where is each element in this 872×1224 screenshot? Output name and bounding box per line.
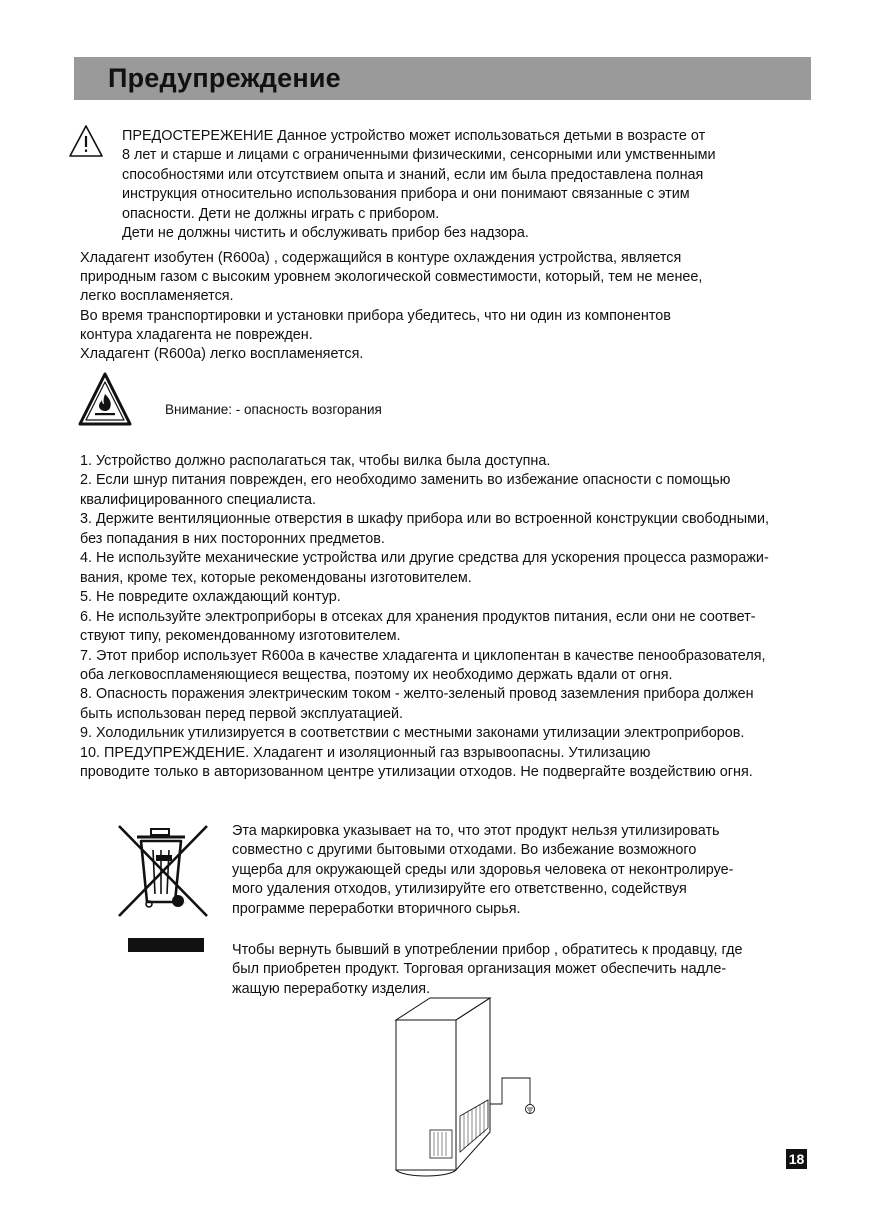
list-item: ствуют типу, рекомендованному изготовителем.	[80, 628, 401, 645]
list-item: без попадания в них посторонних предметов.	[80, 530, 385, 547]
list-item: 4. Не используйте механические устройства или другие средства для ускорения процесса разморажи-	[80, 550, 769, 567]
weee-marking-bar	[128, 938, 204, 952]
fridge-grounding-diagram	[390, 992, 550, 1182]
caution-paragraph	[122, 127, 812, 243]
fire-warning-label: Внимание: - опасность возгорания	[165, 402, 382, 417]
list-item: 1. Устройство должно располагаться так, чтобы вилка была доступна.	[80, 453, 551, 469]
return-line: был приобретен продукт. Торговая организация может обеспечить надле-	[232, 961, 727, 978]
list-item: 5. Не повредите охлаждающий контур.	[80, 589, 341, 606]
return-line: Чтобы вернуть бывший в употреблении прибор , обратитесь к продавцу, где	[232, 942, 743, 958]
caution-line: ПРЕДОСТЕРЕЖЕНИЕ Данное устройство может использоваться детьми в возрасте от	[122, 128, 706, 144]
refrigerant-line: легко воспламеняется.	[80, 288, 234, 305]
list-item: 9. Холодильник утилизируется в соответствии с местными законами утилизации электроприборов.	[80, 725, 745, 742]
list-item: квалифицированного специалиста.	[80, 491, 317, 508]
disposal-paragraph	[232, 822, 822, 919]
refrigerant-line: контура хладагента не поврежден.	[80, 326, 313, 343]
refrigerant-line: Хладагент изобутен (R600a) , содержащийся в контуре охлаждения устройства, является	[80, 250, 682, 266]
safety-rules-list	[80, 452, 825, 783]
header-banner	[74, 57, 811, 100]
refrigerant-line: природным газом с высоким уровнем экологической совместимости, который, тем не менее,	[80, 269, 703, 286]
caution-line: Дети не должны чистить и обслуживать прибор без надзора.	[122, 225, 529, 242]
list-item: 8. Опасность поражения электрическим током - желто-зеленый провод заземления прибора должен	[80, 686, 754, 703]
disposal-line: Эта маркировка указывает на то, что этот продукт нельзя утилизировать	[232, 823, 720, 839]
caution-line: способностями или отсутствием опыта и знаний, если им была предоставлена полная	[122, 166, 704, 183]
return-line: жащую переработку изделия.	[232, 980, 431, 997]
disposal-line: совместно с другими бытовыми отходами. Во избежание возможного	[232, 842, 697, 859]
fire-hazard-icon	[78, 372, 132, 428]
refrigerant-line: Во время транспортировки и установки прибора убедитесь, что ни один из компонентов	[80, 307, 671, 324]
warning-triangle-icon	[68, 124, 104, 158]
list-item: быть использован перед первой эксплуатацией.	[80, 705, 404, 722]
page-title: Предупреждение	[108, 63, 341, 93]
list-item: 10. ПРЕДУПРЕЖДЕНИЕ. Хладагент и изоляционный газ взрывоопасны. Утилизацию	[80, 744, 651, 761]
crossed-bin-icon	[115, 822, 211, 920]
list-item: 6. Не используйте электроприборы в отсеках для хранения продуктов питания, если они не соответ-	[80, 608, 756, 625]
page-number: 18	[786, 1149, 807, 1169]
return-paragraph	[232, 941, 822, 999]
disposal-line: программе переработки вторичного сырья.	[232, 900, 521, 917]
disposal-line: мого удаления отходов, утилизируйте его ответственно, содействуя	[232, 881, 687, 898]
caution-line: 8 лет и старше и лицами с ограниченными физическими, сенсорными или умственными	[122, 147, 716, 164]
list-item: проводите только в авторизованном центре утилизации отходов. Не подвергайте воздействию огня.	[80, 764, 753, 781]
caution-line: инструкция относительно использования прибора и они понимают связанные с этим	[122, 186, 690, 203]
caution-line: опасности. Дети не должны играть с прибором.	[122, 205, 440, 222]
list-item: 3. Держите вентиляционные отверстия в шкафу прибора или во встроенной конструкции свободными,	[80, 511, 770, 528]
refrigerant-paragraph	[80, 249, 810, 364]
list-item: 2. Если шнур питания поврежден, его необходимо заменить во избежание опасности с помощью	[80, 472, 731, 489]
list-item: 7. Этот прибор использует R600a в качестве хладагента и циклопентан в качестве пенообразователя,	[80, 647, 766, 664]
list-item: оба легковоспламеняющиеся вещества, поэтому их необходимо держать вдали от огня.	[80, 666, 673, 683]
list-item: вания, кроме тех, которые рекомендованы изготовителем.	[80, 569, 472, 586]
disposal-line: ущерба для окружающей среды или здоровья человека от неконтролируе-	[232, 861, 734, 878]
refrigerant-line: Хладагент (R600a) легко воспламеняется.	[80, 346, 364, 363]
